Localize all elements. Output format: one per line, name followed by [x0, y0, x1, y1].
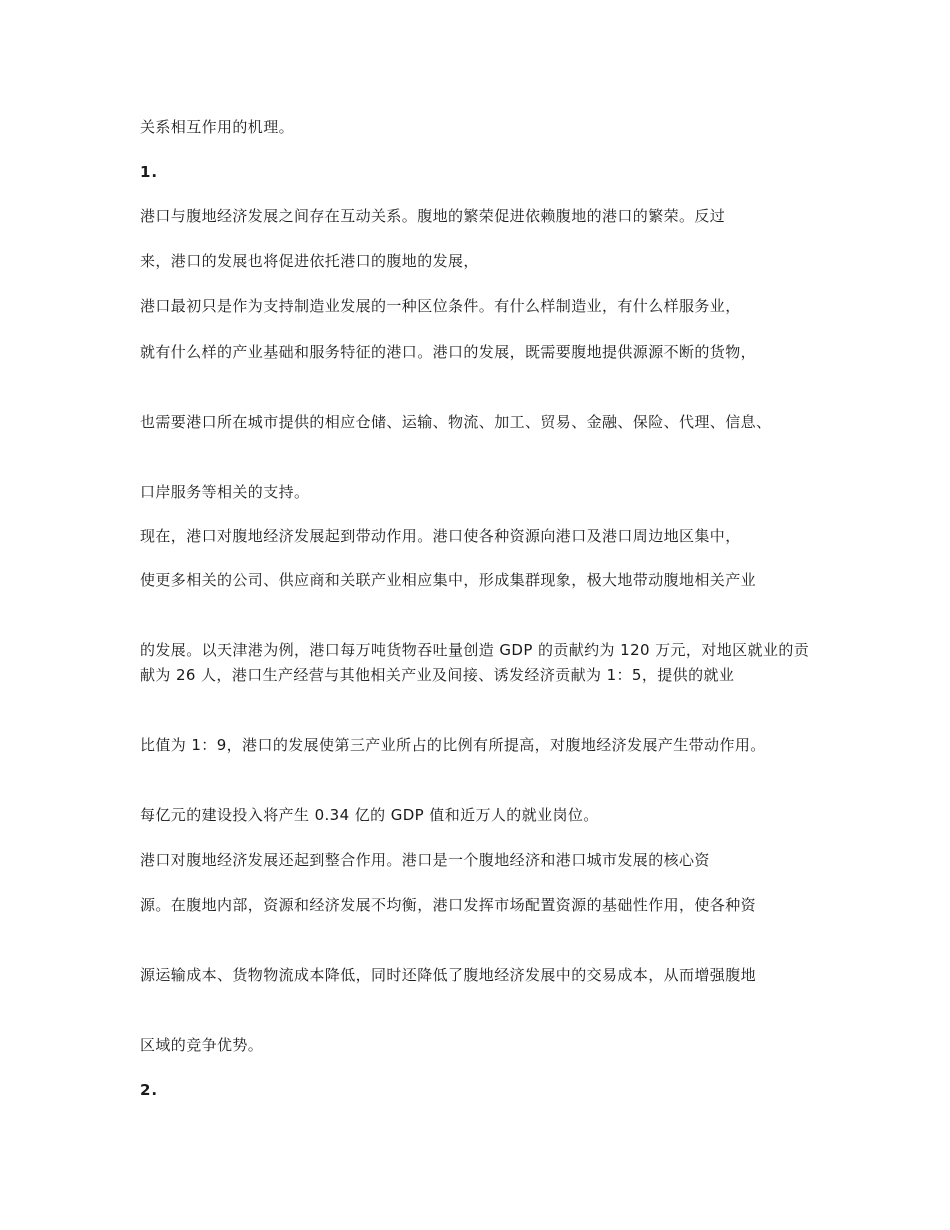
section-number-1: 1.: [140, 163, 159, 181]
paragraph-interaction: 港口与腹地经济发展之间存在互动关系。腹地的繁荣促进依赖腹地的港口的繁荣。反过: [140, 207, 726, 225]
paragraph-investment: 每亿元的建设投入将产生 0.34 亿的 GDP 值和近万人的就业岗位。: [140, 806, 599, 824]
section-number-2: 2.: [140, 1081, 159, 1099]
paragraph-city-services: 也需要港口所在城市提供的相应仓储、运输、物流、加工、贸易、金融、保险、代理、信息、: [140, 413, 772, 431]
paragraph-driving-role: 现在，港口对腹地经济发展起到带动作用。港口使各种资源向港口及港口周边地区集中，: [140, 527, 741, 545]
paragraph-interaction-cont: 来，港口的发展也将促进依托港口的腹地的发展，: [140, 252, 479, 270]
paragraph-port-services: 口岸服务等相关的支持。: [140, 483, 310, 501]
paragraph-cluster: 使更多相关的公司、供应商和关联产业相应集中，形成集群现象，极大地带动腹地相关产业: [140, 571, 757, 589]
paragraph-industry-base: 就有什么样的产业基础和服务特征的港口。港口的发展，既需要腹地提供源源不断的货物，: [140, 343, 757, 361]
paragraph-integration: 港口对腹地经济发展还起到整合作用。港口是一个腹地经济和港口城市发展的核心资: [140, 851, 710, 869]
paragraph-tianjin-example: 的发展。以天津港为例，港口每万吨货物吞吐量创造 GDP 的贡献约为 120 万元，对地区就业的贡献为 26 人，港口生产经营与其他相关产业及间接、诱发经济贡献为 1：5，提供的就业: [140, 641, 810, 684]
paragraph-intro-tail: 关系相互作用的机理。: [140, 118, 295, 136]
paragraph-resource-allocation: 源。在腹地内部，资源和经济发展不均衡，港口发挥市场配置资源的基础性作用，使各种资: [140, 896, 757, 914]
paragraph-location-condition: 港口最初只是作为支持制造业发展的一种区位条件。有什么样制造业，有什么样服务业，: [140, 297, 741, 315]
paragraph-employment-ratio: 比值为 1：9，港口的发展使第三产业所占的比例有所提高，对腹地经济发展产生带动作用。: [140, 736, 766, 754]
paragraph-competitive-advantage: 区域的竞争优势。: [140, 1036, 264, 1054]
paragraph-cost-reduction: 源运输成本、货物物流成本降低，同时还降低了腹地经济发展中的交易成本，从而增强腹地: [140, 966, 757, 984]
